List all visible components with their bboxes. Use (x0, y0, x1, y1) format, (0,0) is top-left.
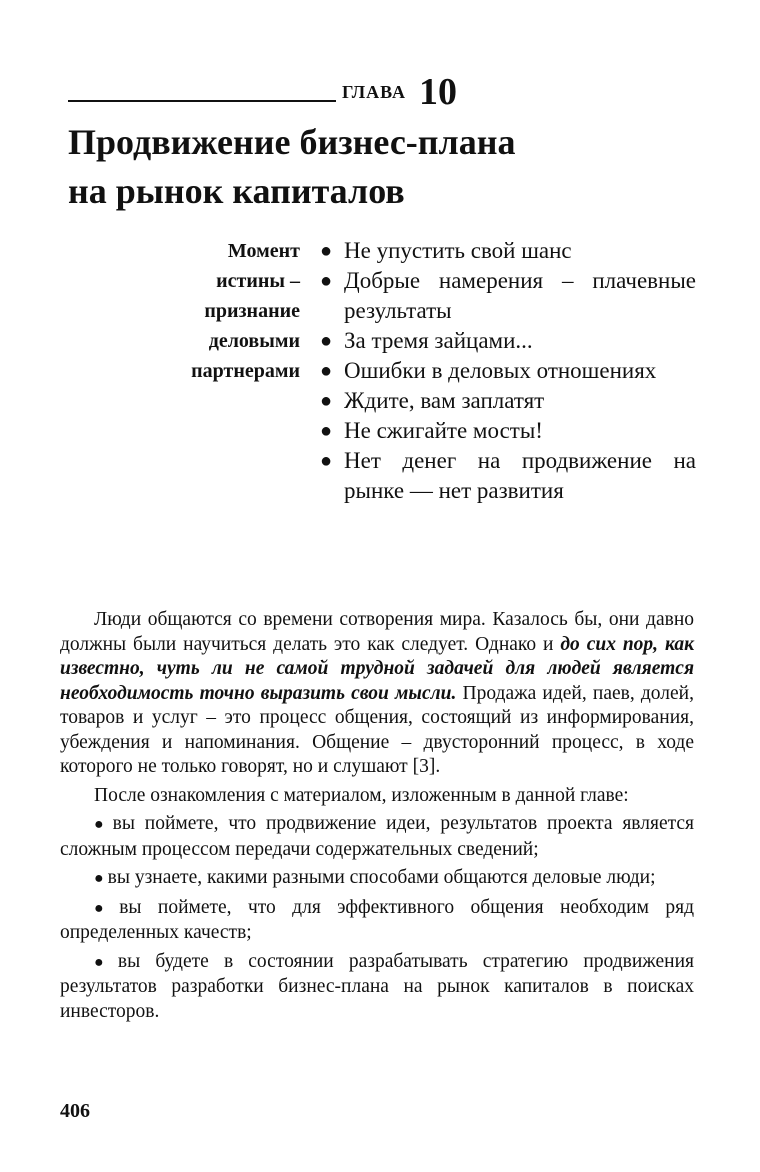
chapter-label: ГЛАВА (342, 82, 407, 102)
bullet-icon: ● (320, 270, 333, 292)
bullet-icon: ● (320, 240, 333, 262)
epigraph-topic-item: ● Ждите, вам заплатят (318, 386, 696, 416)
bullet-icon: ● (94, 870, 104, 887)
chapter-title (68, 118, 708, 216)
chapter-body-text (60, 608, 694, 1028)
chapter-title-line-1: Продвижение бизнес-плана (68, 122, 516, 162)
outcome-item: ● вы поймете, что для эффективного общения необходим ряд определенных качеств; (60, 896, 694, 943)
outcome-item: ● вы поймете, что продвижение идеи, результатов проекта является сложным процессом передачи содержательных сведений; (60, 813, 694, 860)
epigraph-topic-item: ● Не упустить свой шанс (318, 236, 696, 266)
epigraph-topic-item: ● Не сжигайте мосты! (318, 416, 696, 446)
bullet-icon: ● (320, 390, 333, 412)
epigraph-topic-item: ● За тремя зайцами... (318, 326, 696, 356)
epigraph-heading-line: Момент (227, 240, 300, 262)
emphasized-text: до сих пор, как известно, чуть ли не самой трудной задачей для людей является необходимость точно выразить свои мысли. (60, 633, 694, 704)
epigraph-heading-line: деловыми (208, 330, 300, 352)
chapter-title-line-2: на рынок капиталов (68, 171, 405, 211)
epigraph-heading-line: партнерами (191, 360, 300, 382)
epigraph-heading-line: истины – (216, 270, 300, 292)
bullet-icon: ● (320, 420, 333, 442)
epigraph-topic-item: ● Нет денег на продвижение на рынке — нет развития (320, 448, 696, 503)
outcomes-intro-paragraph: После ознакомления с материалом, изложенным в данной главе: (94, 784, 629, 806)
bullet-icon: ● (94, 899, 116, 917)
outcome-item: ● вы узнаете, какими разными способами общаются деловые люди; (94, 867, 656, 888)
chapter-number: 10 (419, 71, 457, 113)
bullet-icon: ● (94, 953, 114, 971)
page-number: 406 (60, 1100, 90, 1122)
bullet-icon: ● (320, 450, 333, 472)
epigraph-heading (150, 236, 300, 386)
epigraph-heading-line: признание (204, 300, 300, 322)
chapter-header-rule (68, 100, 336, 102)
bullet-icon: ● (320, 330, 333, 352)
outcome-item: ● вы будете в состоянии разрабатывать стратегию продвижения результатов разработки бизнес-плана на рынок капиталов в поисках инвесторов. (60, 950, 694, 1022)
epigraph-topic-item: ● Добрые намерения – плачевные результаты (320, 268, 696, 323)
bullet-icon: ● (320, 360, 333, 382)
bullet-icon: ● (94, 816, 109, 833)
epigraph-topic-list (318, 236, 696, 506)
epigraph-topic-item: ● Ошибки в деловых отношениях (318, 356, 696, 386)
intro-paragraph: Люди общаются со времени сотворения мира. Казалось бы, они давно должны были научиться делать это как следует. Однако и до сих пор, как известно, чуть ли не самой трудной задачей для людей является необходимость точно выразить свои мысли. Продажа идей, паев, долей, товаров и услуг – это процесс общения, состоящий из информирования, убеждения и напоминания. Общение – двусторонний процесс, в ходе которого не только говорят, но и слушают [3]. (60, 609, 694, 777)
